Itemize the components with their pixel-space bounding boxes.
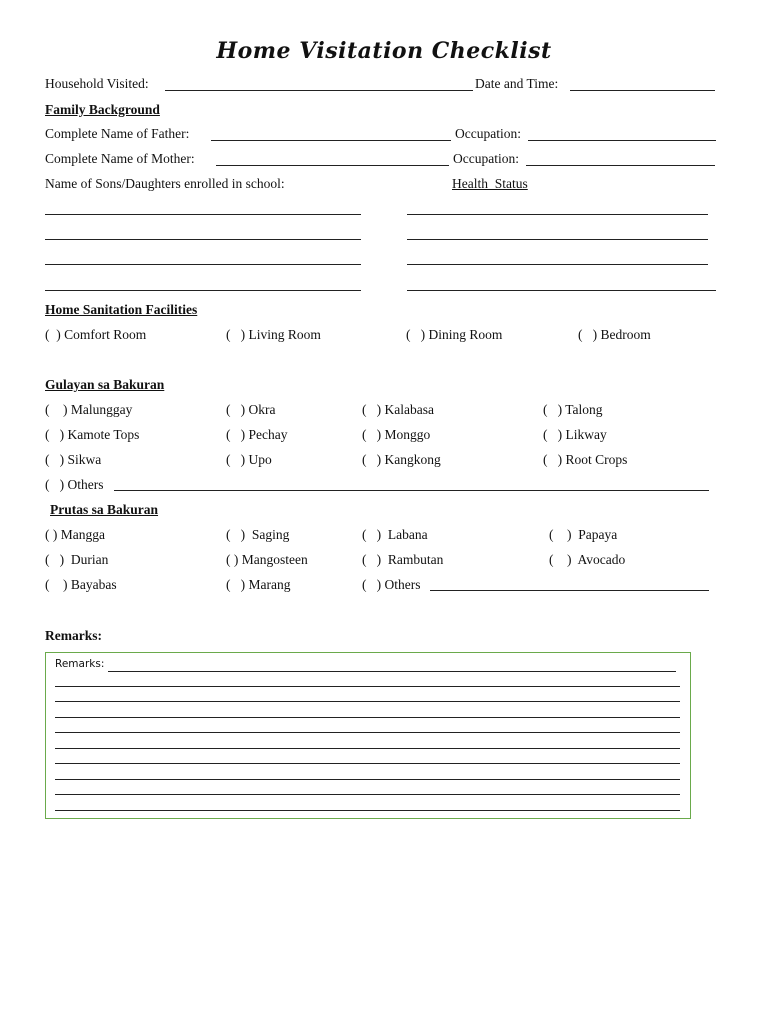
- checkbox-item[interactable]: ( ) Bedroom: [578, 327, 651, 342]
- checkbox-item[interactable]: ( ) Mangga: [45, 527, 105, 542]
- father-name-field[interactable]: [211, 140, 451, 141]
- checkbox-item[interactable]: ( ) Root Crops: [543, 452, 628, 467]
- checkbox-item[interactable]: ( ) Likway: [543, 427, 607, 442]
- father-label: Complete Name of Father:: [45, 126, 190, 141]
- datetime-field[interactable]: [570, 90, 715, 91]
- remarks-line[interactable]: [55, 794, 680, 795]
- mother-occupation-label: Occupation:: [453, 151, 519, 166]
- checkbox-item[interactable]: ( ) Marang: [226, 577, 291, 592]
- child-name-field[interactable]: [45, 239, 361, 240]
- gulayan-heading: Gulayan sa Bakuran: [45, 377, 165, 392]
- remarks-line[interactable]: [55, 810, 680, 811]
- health-status-field[interactable]: [407, 264, 708, 265]
- checkbox-item[interactable]: ( ) Labana: [362, 527, 428, 542]
- checkbox-item[interactable]: ( ) Bayabas: [45, 577, 117, 592]
- gulayan-others-field[interactable]: [114, 490, 709, 491]
- checkbox-item[interactable]: ( ) Living Room: [226, 327, 321, 342]
- checkbox-item[interactable]: ( ) Okra: [226, 402, 276, 417]
- checkbox-item[interactable]: ( ) Malunggay: [45, 402, 133, 417]
- mother-label: Complete Name of Mother:: [45, 151, 195, 166]
- checkbox-item[interactable]: ( ) Kalabasa: [362, 402, 434, 417]
- checkbox-item[interactable]: ( ) Avocado: [549, 552, 626, 567]
- remarks-heading: Remarks:: [45, 628, 102, 643]
- remarks-box[interactable]: [45, 652, 691, 819]
- checkbox-item[interactable]: ( ) Mangosteen: [226, 552, 308, 567]
- child-name-field[interactable]: [45, 214, 361, 215]
- father-occupation-field[interactable]: [528, 140, 716, 141]
- page-title: Home Visitation Checklist: [216, 38, 552, 64]
- checkbox-item[interactable]: ( ) Durian: [45, 552, 109, 567]
- mother-name-field[interactable]: [216, 165, 449, 166]
- remarks-line[interactable]: [55, 701, 680, 702]
- checkbox-item[interactable]: ( ) Kamote Tops: [45, 427, 140, 442]
- checkbox-item[interactable]: ( ) Sikwa: [45, 452, 102, 467]
- checkbox-item[interactable]: ( ) Monggo: [362, 427, 431, 442]
- checkbox-item[interactable]: ( ) Upo: [226, 452, 272, 467]
- household-field[interactable]: [165, 90, 473, 91]
- checkbox-item[interactable]: ( ) Papaya: [549, 527, 618, 542]
- remarks-line[interactable]: [55, 748, 680, 749]
- remarks-line[interactable]: [55, 717, 680, 718]
- checkbox-item[interactable]: ( ) Comfort Room: [45, 327, 147, 342]
- checkbox-item[interactable]: ( ) Pechay: [226, 427, 288, 442]
- child-name-field[interactable]: [45, 290, 361, 291]
- health-status-field[interactable]: [407, 214, 708, 215]
- mother-occupation-field[interactable]: [526, 165, 715, 166]
- remarks-line[interactable]: [55, 686, 680, 687]
- children-label: Name of Sons/Daughters enrolled in school:: [45, 176, 285, 191]
- checkbox-item-others[interactable]: ( ) Others: [362, 577, 421, 592]
- family-background-heading: Family Background: [45, 102, 160, 117]
- household-label: Household Visited:: [45, 76, 149, 91]
- checkbox-item[interactable]: ( ) Dining Room: [406, 327, 503, 342]
- prutas-others-field[interactable]: [430, 590, 709, 591]
- checkbox-item-others[interactable]: ( ) Others: [45, 477, 104, 492]
- health-status-field[interactable]: [407, 239, 708, 240]
- remarks-box-label: Remarks:: [55, 658, 105, 670]
- remarks-line[interactable]: [108, 671, 676, 672]
- remarks-line[interactable]: [55, 763, 680, 764]
- child-name-field[interactable]: [45, 264, 361, 265]
- prutas-heading: Prutas sa Bakuran: [50, 502, 159, 517]
- checkbox-item[interactable]: ( ) Rambutan: [362, 552, 444, 567]
- remarks-line[interactable]: [55, 732, 680, 733]
- checkbox-item[interactable]: ( ) Talong: [543, 402, 603, 417]
- sanitation-heading: Home Sanitation Facilities: [45, 302, 198, 317]
- father-occupation-label: Occupation:: [455, 126, 521, 141]
- datetime-label: Date and Time:: [475, 76, 559, 91]
- checkbox-item[interactable]: ( ) Saging: [226, 527, 290, 542]
- health-status-label: Health Status: [452, 176, 528, 191]
- health-status-field[interactable]: [407, 290, 716, 291]
- checkbox-item[interactable]: ( ) Kangkong: [362, 452, 441, 467]
- remarks-line[interactable]: [55, 779, 680, 780]
